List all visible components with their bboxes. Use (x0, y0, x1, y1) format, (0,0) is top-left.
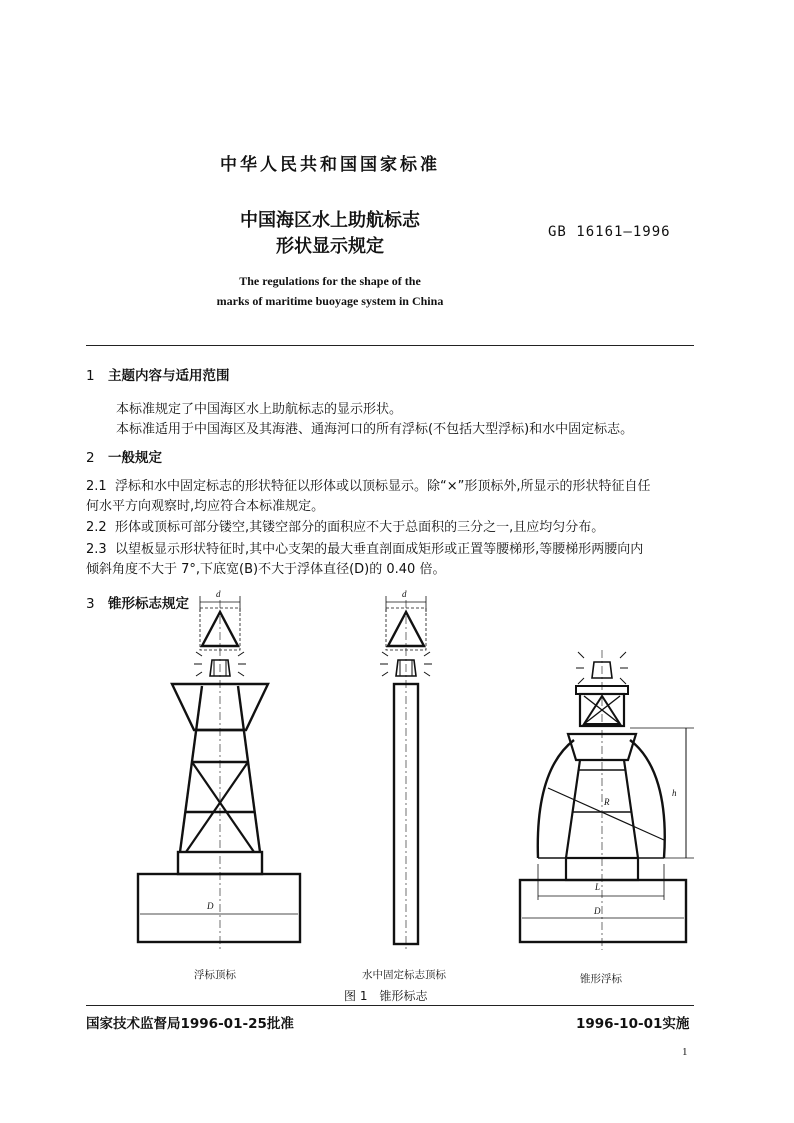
clause-text: 倾斜角度不大于 7°,下底宽(B)不大于浮体直径(D)的 0.40 倍。 (86, 562, 446, 577)
section-1-para1: 本标准规定了中国海区水上助航标志的显示形状。 (116, 402, 403, 417)
section-1-para2: 本标准适用于中国海区及其海港、通海河口的所有浮标(不包括大型浮标)和水中固定标志。 (116, 422, 634, 437)
section-number: 3 (86, 596, 95, 612)
dim-D-right: D (594, 906, 601, 916)
clause-text: 浮标和水中固定标志的形状特征以形体或以顶标显示。除“×”形顶标外,所显示的形状特征自任 (114, 479, 651, 494)
section-number: 1 (86, 368, 95, 384)
national-standard-heading: 中华人民共和国国家标准 (220, 155, 440, 175)
middle-fixed-mark-drawing (380, 596, 432, 950)
standard-code: GB 16161—1996 (548, 224, 671, 240)
title-en-line2: marks of maritime buoyage system in China (216, 294, 444, 308)
title-cn-line1: 中国海区水上助航标志 (240, 210, 420, 231)
title-en-line1: The regulations for the shape of the (239, 274, 421, 288)
dim-d-middle: d (402, 589, 407, 599)
title-cn-line2: 形状显示规定 (276, 236, 384, 257)
clause-text: 以望板显示形状特征时,其中心支架的最大垂直剖面成矩形或正置等腰梯形,等腰梯形两腰向内 (114, 542, 644, 557)
dim-D-left: D (207, 901, 214, 911)
section-title: 主题内容与适用范围 (108, 368, 230, 384)
clause-number: 2.2 (86, 520, 107, 535)
caption-buoy-topmark: 浮标顶标 (194, 969, 236, 981)
clause-number: 2.1 (86, 479, 107, 494)
section-title: 一般规定 (108, 450, 162, 466)
dim-d-left: d (216, 589, 221, 599)
dim-R: R (604, 797, 610, 807)
dim-L: L (595, 882, 601, 892)
effective-date: 1996-10-01实施 (576, 1016, 690, 1032)
figure-caption: 图 1 锥形标志 (344, 989, 428, 1003)
clause-text: 形体或顶标可部分镂空,其镂空部分的面积应不大于总面积的三分之一,且应均匀分布。 (114, 520, 605, 535)
caption-cone-buoy: 锥形浮标 (580, 973, 622, 985)
page-number: 1 (682, 1046, 688, 1058)
clause-text: 何水平方向观察时,均应符合本标准规定。 (86, 499, 325, 514)
caption-fixed-mark-topmark: 水中固定标志顶标 (362, 969, 446, 981)
dim-h: h (672, 788, 677, 798)
section-number: 2 (86, 450, 95, 466)
approval-date: 国家技术监督局1996-01-25批准 (86, 1016, 294, 1032)
footer-divider (86, 1005, 694, 1006)
left-buoy-drawing (138, 596, 300, 950)
section-title: 锥形标志规定 (108, 596, 189, 612)
clause-number: 2.3 (86, 542, 107, 557)
